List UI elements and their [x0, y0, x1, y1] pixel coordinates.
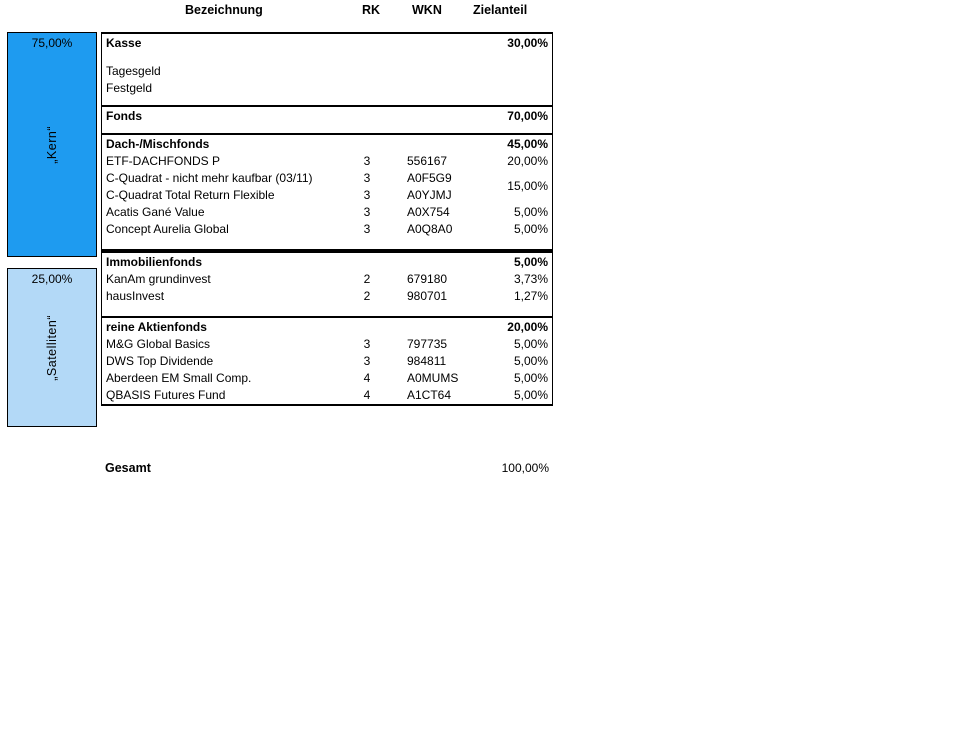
- row-name: M&G Global Basics: [106, 337, 211, 351]
- band-satelliten-label: „Satelliten“: [45, 314, 59, 381]
- block-immobilienfonds: [101, 251, 553, 318]
- row-share: 1,27%: [513, 289, 548, 303]
- table-row: [102, 221, 552, 238]
- row-wkn: A0YJMJ: [407, 188, 452, 202]
- row-wkn: 797735: [407, 337, 448, 351]
- row-wkn: 679180: [407, 272, 448, 286]
- allocation-table: [101, 32, 553, 406]
- table-row: [102, 336, 552, 353]
- row-rk: 3: [363, 354, 371, 368]
- row-share-merged: 15,00%: [507, 179, 548, 193]
- block-dach-title: Dach-/Mischfonds: [106, 137, 210, 151]
- row-name: C-Quadrat Total Return Flexible: [106, 188, 275, 202]
- row-name: QBASIS Futures Fund: [106, 388, 226, 402]
- column-header-rk: RK: [362, 3, 381, 17]
- block-kasse-share: 30,00%: [507, 36, 548, 50]
- row-wkn: 556167: [407, 154, 448, 168]
- row-name: KanAm grundinvest: [106, 272, 211, 286]
- table-row: [102, 288, 552, 305]
- row-name: hausInvest: [106, 289, 165, 303]
- row-rk: 4: [363, 371, 371, 385]
- row-name: Tagesgeld: [106, 64, 161, 78]
- table-header: [0, 0, 600, 26]
- row-rk: 3: [363, 188, 371, 202]
- row-share: 5,00%: [513, 388, 548, 402]
- total-value: 100,00%: [501, 461, 549, 475]
- row-rk: 3: [363, 205, 371, 219]
- block-aktien-title: reine Aktienfonds: [106, 320, 207, 334]
- row-name: ETF-DACHFONDS P: [106, 154, 220, 168]
- row-rk: 3: [363, 154, 371, 168]
- row-name: DWS Top Dividende: [106, 354, 214, 368]
- row-share: 5,00%: [513, 354, 548, 368]
- row-share: 5,00%: [513, 371, 548, 385]
- table-row: [102, 387, 552, 404]
- table-row: [102, 153, 552, 170]
- table-row: [102, 253, 552, 271]
- table-row: [102, 135, 552, 153]
- table-row: [102, 353, 552, 370]
- merged-share-group: [102, 170, 552, 204]
- row-share: 5,00%: [513, 337, 548, 351]
- table-row: [102, 187, 552, 204]
- band-satelliten-label-wrap: [8, 269, 96, 426]
- table-row: [102, 63, 552, 80]
- table-row: [102, 271, 552, 288]
- band-satelliten-percent: 25,00%: [31, 272, 73, 286]
- row-name: Acatis Gané Value: [106, 205, 205, 219]
- column-header-zielanteil: Zielanteil: [473, 3, 528, 17]
- band-satelliten: [7, 268, 97, 427]
- total-row: [101, 459, 553, 477]
- table-row: [102, 34, 552, 52]
- table-row: [102, 204, 552, 221]
- row-wkn: 984811: [407, 354, 447, 368]
- row-rk: 3: [363, 222, 371, 236]
- row-share: 5,00%: [513, 222, 548, 236]
- block-fonds-share: 70,00%: [507, 109, 548, 123]
- row-rk: 3: [363, 337, 371, 351]
- block-aktien-share: 20,00%: [507, 320, 548, 334]
- block-immobilien-share: 5,00%: [513, 255, 548, 269]
- row-share: 5,00%: [513, 205, 548, 219]
- column-header-bezeichnung: Bezeichnung: [185, 3, 263, 17]
- band-kern-label: „Kern“: [45, 125, 59, 164]
- row-wkn: A0F5G9: [407, 171, 452, 185]
- table-row: [102, 107, 552, 125]
- band-kern-label-wrap: [8, 33, 96, 256]
- row-wkn: A1CT64: [407, 388, 452, 402]
- row-name: Concept Aurelia Global: [106, 222, 229, 236]
- row-wkn: A0MUMS: [407, 371, 459, 385]
- row-rk: 2: [363, 289, 371, 303]
- row-wkn: 980701: [407, 289, 448, 303]
- row-share: 3,73%: [513, 272, 548, 286]
- row-share: 20,00%: [507, 154, 548, 168]
- block-fonds-title: Fonds: [106, 109, 142, 123]
- total-label: Gesamt: [105, 461, 151, 475]
- table-row: [102, 170, 552, 187]
- row-rk: 4: [363, 388, 371, 402]
- block-immobilien-title: Immobilienfonds: [106, 255, 202, 269]
- row-name: C-Quadrat - nicht mehr kaufbar (03/11): [106, 171, 313, 185]
- row-wkn: A0Q8A0: [407, 222, 453, 236]
- row-rk: 3: [363, 171, 371, 185]
- row-wkn: A0X754: [407, 205, 450, 219]
- row-rk: 2: [363, 272, 371, 286]
- band-kern-percent: 75,00%: [31, 36, 73, 50]
- table-row: [102, 370, 552, 387]
- block-dach-mischfonds: [101, 135, 553, 251]
- block-kasse: [101, 32, 553, 107]
- column-header-wkn: WKN: [412, 3, 442, 17]
- block-reine-aktienfonds: [101, 318, 553, 406]
- table-row: [102, 80, 552, 97]
- table-row: [102, 318, 552, 336]
- band-kern: [7, 32, 97, 257]
- row-name: Aberdeen EM Small Comp.: [106, 371, 252, 385]
- block-kasse-title: Kasse: [106, 36, 142, 50]
- block-fonds: [101, 107, 553, 135]
- row-name: Festgeld: [106, 81, 153, 95]
- block-dach-share: 45,00%: [507, 137, 548, 151]
